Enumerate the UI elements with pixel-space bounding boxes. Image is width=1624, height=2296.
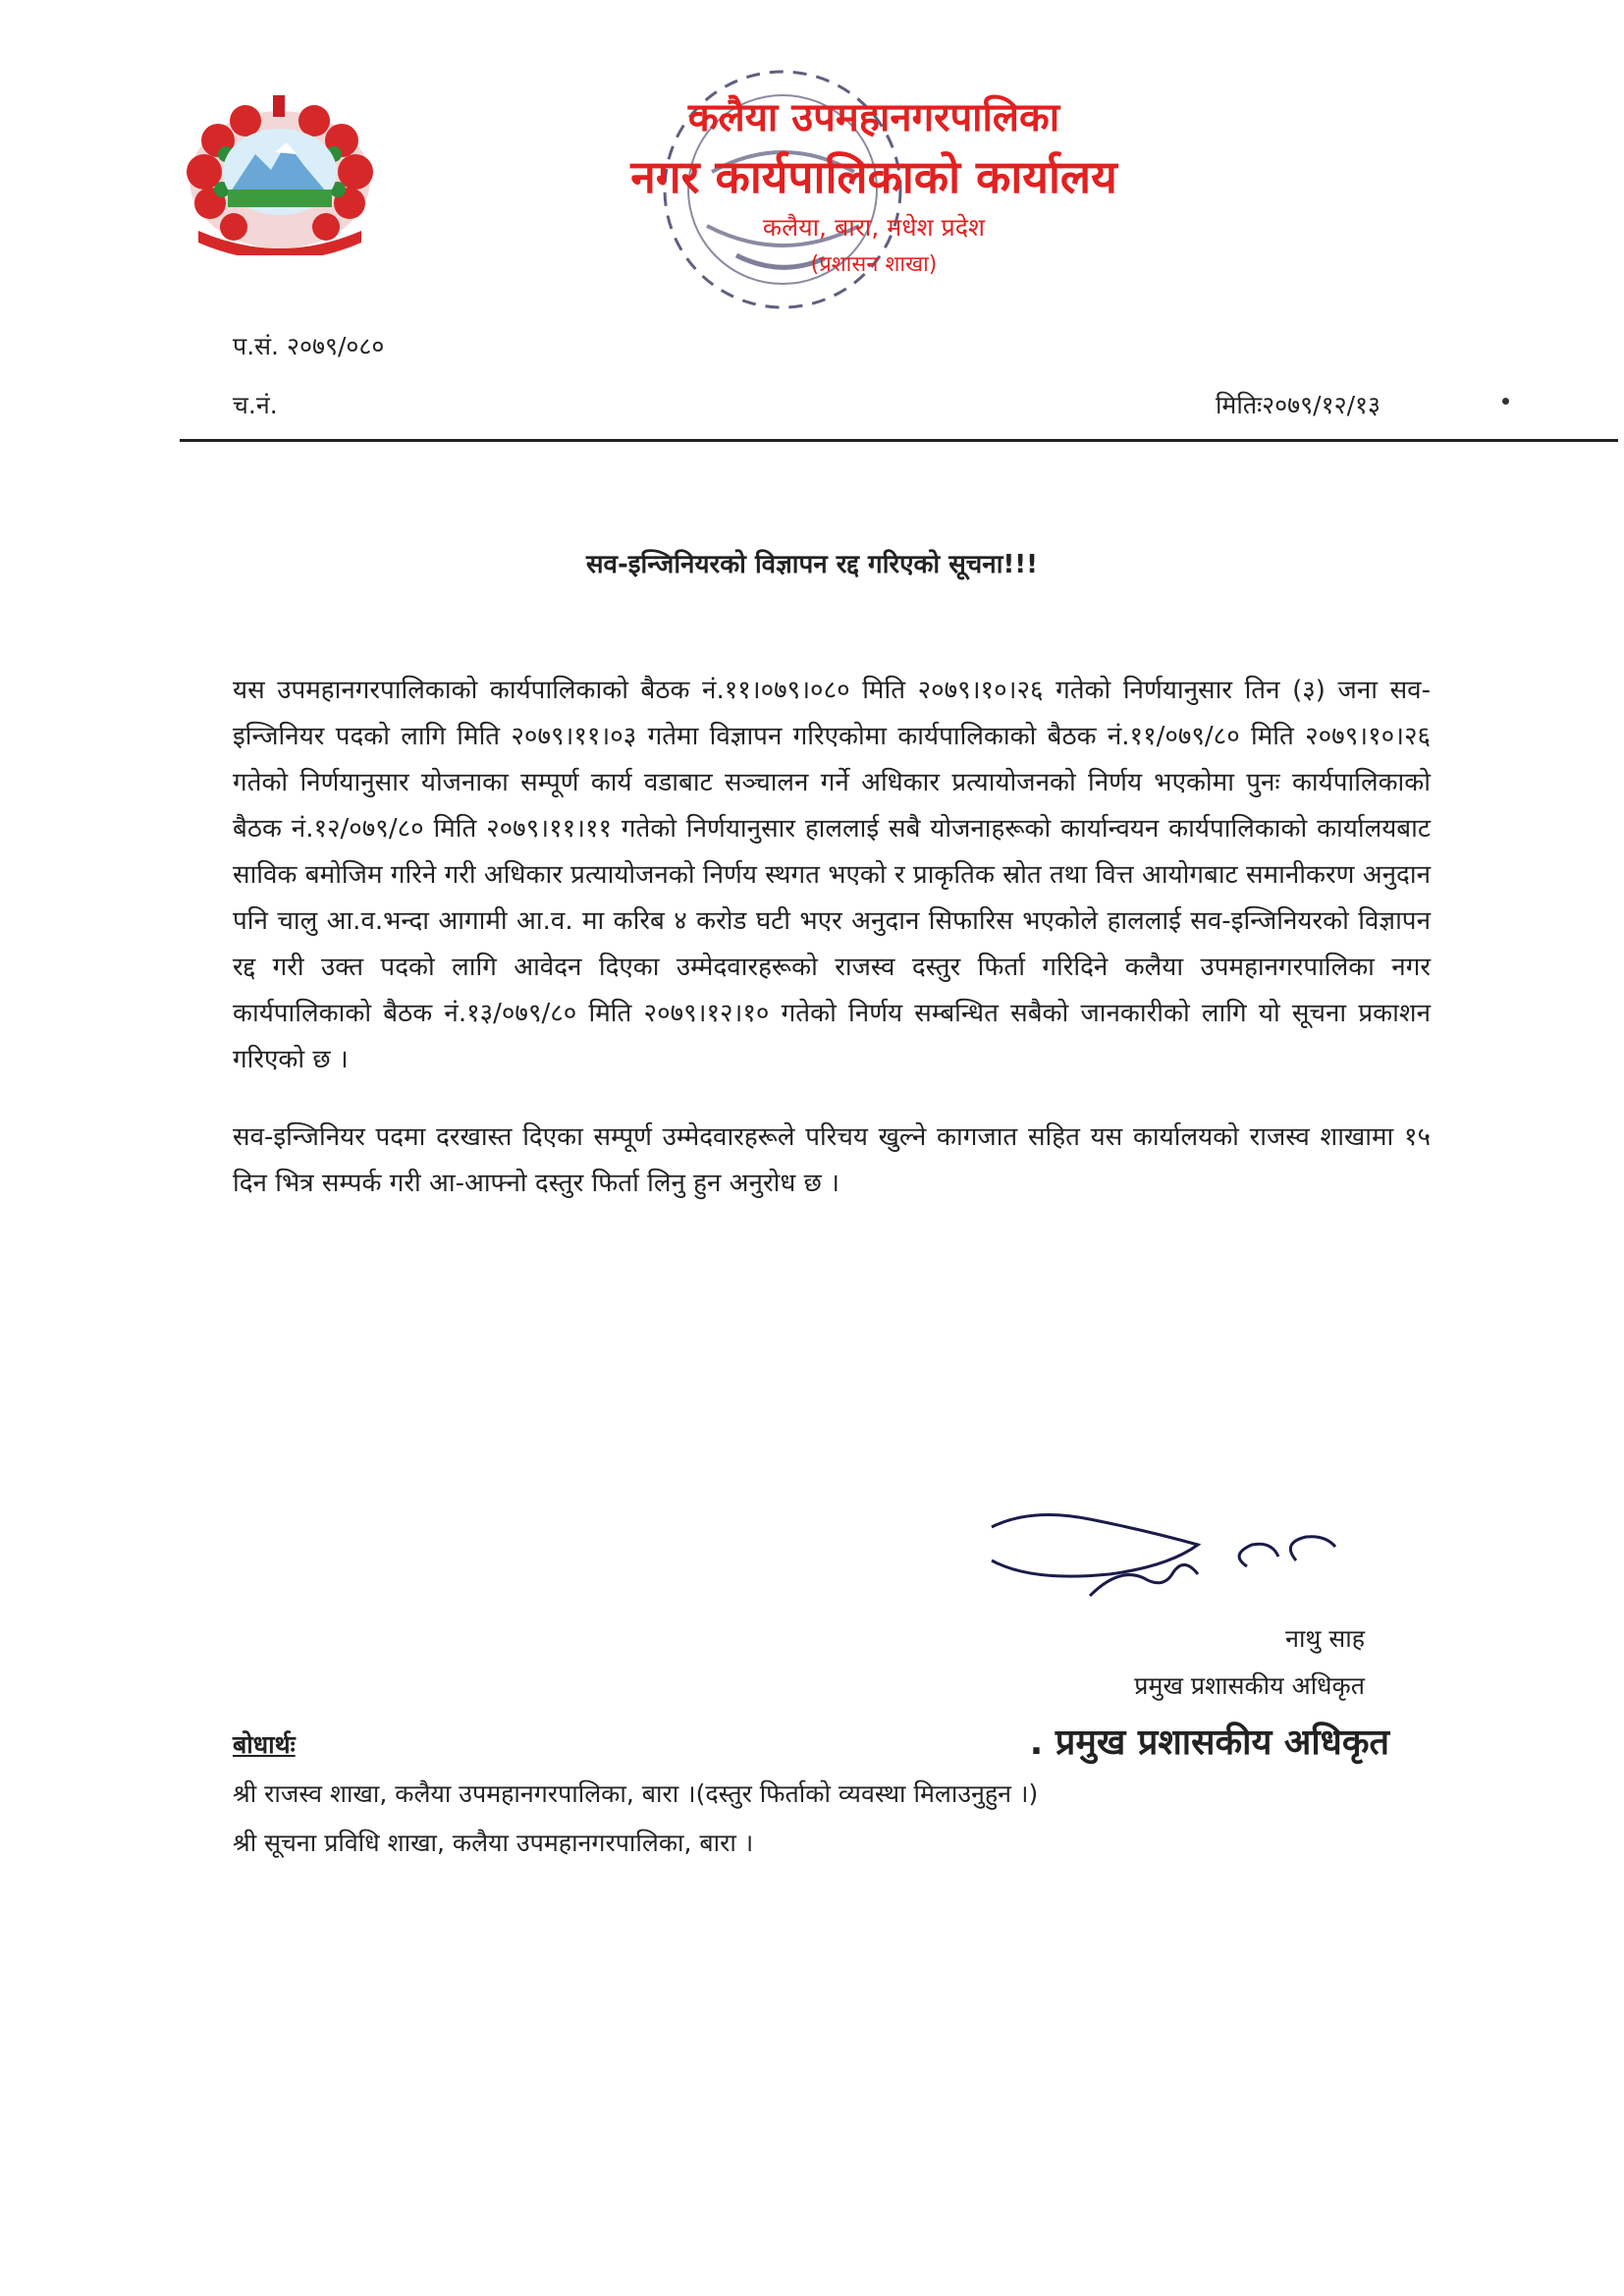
body-paragraph-1: यस उपमहानगरपालिकाको कार्यपालिकाको बैठक नं.११।०७९।०८० मिति २०७९।१०।२६ गतेको निर्णयानुसार तिन (३) जना सव-इन्जिनियर पदको लागि मिति २०७९।११।०३ गतेमा विज्ञापन गरिएकोमा कार्यपालिकाको बैठक नं.११/०७९/८० मिति २०७९।१०।२६ गतेको निर्णयानुसार योजनाका सम्पूर्ण कार्य वडाबाट सञ्चालन गर्ने अधिकार प्रत्यायोजनको निर्णय भएकोमा पुनः कार्यपालिकाको बैठक नं.१२/०७९/८० मिति २०७९।११।११ गतेको निर्णयानुसार हाललाई सबै योजनाहरूको कार्यान्वयन कार्यपालिकाको कार्यालयबाट साविक बमोजिम गरिने गरी अधिकार प्रत्यायोजनको निर्णय स्थगत भएको र प्राकृतिक स्रोत तथा वित्त आयोगबाट समानीकरण अनुदान पनि चालु आ.व.भन्दा आगामी आ.व. मा करिब ४ करोड घटी भएर अनुदान सिफारिस भएकोले हाललाई सव-इन्जिनियरको विज्ञापन रद्द गरी उक्त पदको लागि आवेदन दिएका उम्मेदवारहरूको राजस्व दस्तुर फिर्ता गरिदिने कलैया उपमहानगरपालिका नगर कार्यपालिकाको बैठक नं.१३/०७९/८० मिति २०७९।१२।१० गतेको निर्णय सम्बन्धित सबैको जानकारीको लागि यो सूचना प्रकाशन गरिएको छ । (233, 676, 1431, 1074)
designation-seal: . प्रमुख प्रशासकीय अधिकृत (1029, 1722, 1389, 1763)
signatory-name: नाथु साह (1285, 1624, 1365, 1653)
letterhead (412, 90, 1335, 283)
signatory-designation: प्रमुख प्रशासकीय अधिकृत (1134, 1671, 1365, 1700)
signatory-block (982, 1615, 1365, 1710)
office-name: नगर कार्यपालिकाको कार्यालय (630, 150, 1117, 203)
branch-name: (प्रशासन शाखा) (810, 252, 938, 277)
cc-title: बोधार्थः (233, 1730, 296, 1759)
notice-body (233, 668, 1431, 1238)
cc-item: श्री राजस्व शाखा, कलैया उपमहानगरपालिका, बारा ।(दस्तुर फिर्ताको व्यवस्था मिलाउनुहुन ।) (233, 1779, 1039, 1808)
signature-icon (972, 1498, 1355, 1606)
municipality-name: कलैया उपमहानगरपालिका (687, 95, 1060, 140)
notice-subject: सव-इन्जिनियरको विज्ञापन रद्द गरिएको सूचना!!! (585, 550, 1039, 579)
office-address: कलैया, बारा, मधेश प्रदेश (762, 213, 986, 242)
reference-number: प.सं. २०७९/०८० (233, 332, 385, 360)
cc-item: श्री सूचना प्रविधि शाखा, कलैया उपमहानगरपालिका, बारा । (233, 1829, 754, 1857)
body-paragraph-2: सव-इन्जिनियर पदमा दरखास्त दिएका सम्पूर्ण उम्मेदवारहरूले परिचय खुल्ने कागजात सहित यस कार्यालयको राजस्व शाखामा १५ दिन भित्र सम्पर्क गरी आ-आफ्नो दस्तुर फिर्ता लिनु हुन अनुरोध छ । (233, 1122, 1431, 1198)
dispatch-number: च.नं. (233, 391, 278, 419)
cc-block (233, 1721, 1038, 1868)
header-divider (180, 439, 1618, 442)
government-emblem-icon (177, 93, 383, 255)
letter-date: मितिः२०७९/१२/१३ (1215, 391, 1380, 419)
ink-dot (1502, 398, 1509, 405)
